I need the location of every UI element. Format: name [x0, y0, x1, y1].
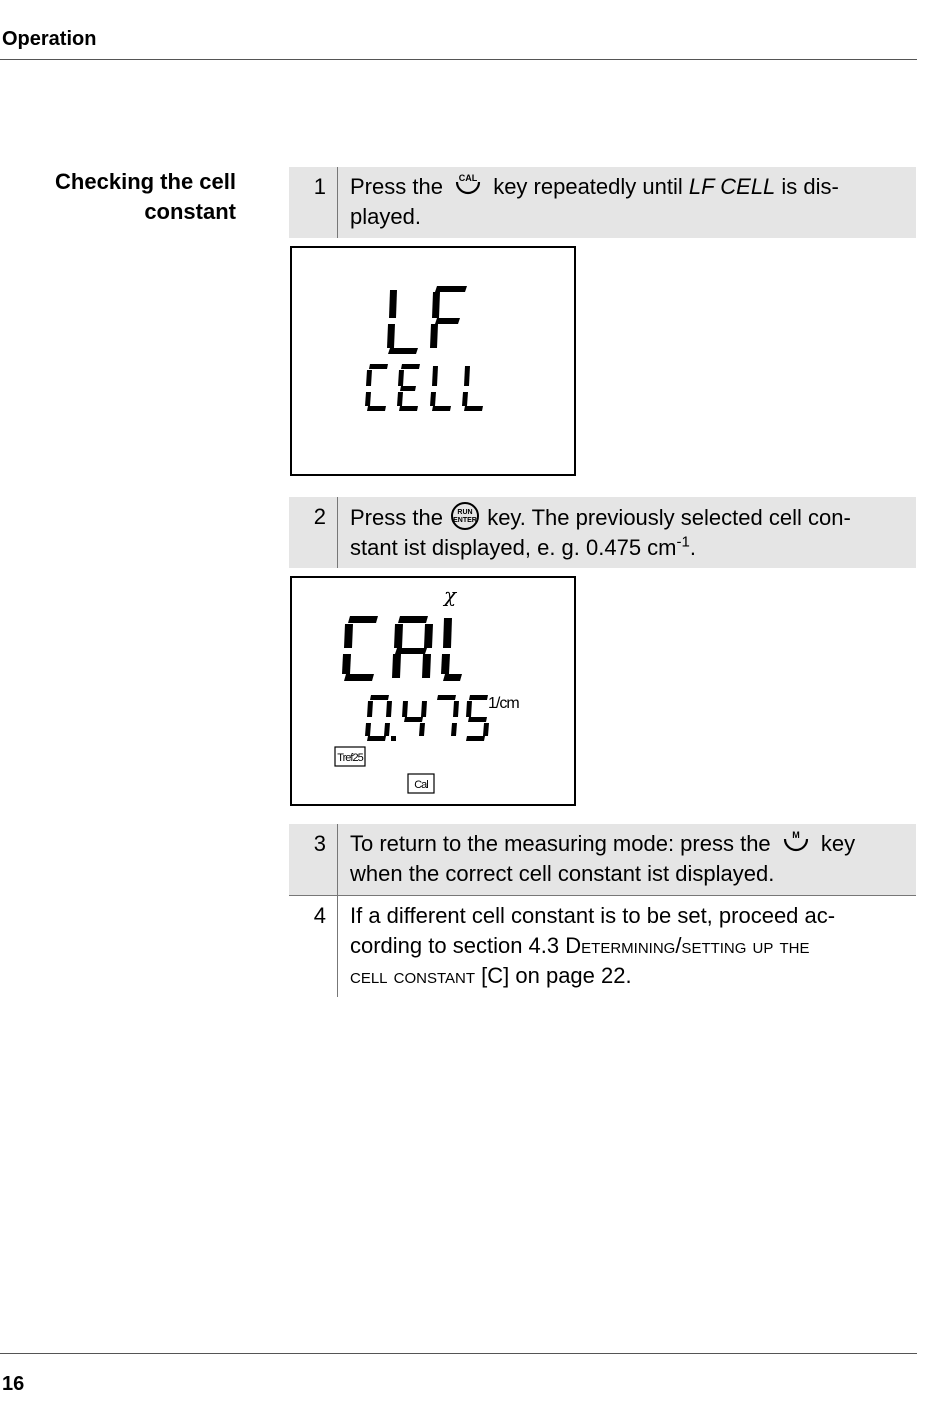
conductivity-symbol: χ: [443, 583, 457, 607]
lcd-text-cell: [365, 364, 483, 411]
step-text-line2-pre: cording to section 4.3: [350, 933, 560, 958]
footer-rule: [0, 1353, 917, 1354]
run-key-label: RUN: [457, 509, 473, 516]
lcd-value-digits: [365, 695, 489, 741]
step-text-line2: stant ist displayed, e. g. 0.475 cm: [350, 535, 677, 560]
step-text-mid: key repeatedly until: [493, 174, 683, 199]
section-heading-line2: constant: [144, 199, 236, 224]
step-4: [289, 896, 916, 997]
step-text-pre: Press the: [350, 505, 443, 530]
cross-reference-title: Determining/setting up the: [565, 933, 810, 958]
cross-reference-title-cont: cell constant: [350, 963, 476, 988]
lcd-display-lf-cell: [290, 246, 576, 476]
tref-indicator: Tref25: [337, 752, 363, 764]
section-heading-line1: Checking the cell: [55, 169, 236, 194]
step-3: [289, 824, 916, 896]
step-text-mid: key. The previously selected cell con-: [487, 505, 851, 530]
cal-key-label: CAL: [458, 173, 478, 183]
step-text-line2: played.: [350, 204, 421, 229]
lcd-text-cal: [342, 616, 462, 681]
cal-indicator: Cal: [414, 779, 428, 791]
page-number: 16: [2, 1373, 25, 1395]
m-key-icon: [777, 830, 815, 856]
step-text-post: key: [820, 831, 856, 856]
step-text: [350, 502, 902, 563]
step-text-line2: when the correct cell constant ist displayed.: [350, 861, 775, 886]
step-text-superscript: -1: [676, 533, 690, 551]
step-text: [350, 829, 902, 889]
step-number: 1: [289, 167, 338, 238]
header-rule: [0, 59, 917, 60]
step-text-end: .: [689, 535, 696, 560]
step-number: 4: [289, 896, 338, 997]
section-heading: [20, 167, 236, 227]
cal-key-icon: [449, 173, 487, 199]
step-1: [289, 167, 916, 238]
lcd-display-cal: [290, 576, 576, 806]
step-text-pre: To return to the measuring mode: press the: [350, 831, 771, 856]
step-text-line3-post: [C] on page 22.: [481, 963, 632, 988]
run-enter-key-icon: [449, 502, 481, 528]
running-header: Operation: [2, 28, 97, 50]
step-text-post: is dis-: [781, 174, 839, 199]
step-number: 2: [289, 497, 338, 568]
step-text-italic: LF CELL: [688, 174, 776, 199]
step-text: [350, 172, 902, 232]
step-text-line1: If a different cell constant is to be set, proceed ac-: [350, 903, 836, 928]
m-key-label: M: [792, 830, 800, 840]
lcd-text-lf: [387, 286, 467, 354]
step-2: [289, 497, 916, 568]
unit-label: 1/cm: [488, 695, 519, 712]
enter-key-label: ENTER: [453, 517, 477, 524]
step-text-pre: Press the: [350, 174, 443, 199]
step-number: 3: [289, 824, 338, 895]
step-text: [350, 901, 902, 991]
